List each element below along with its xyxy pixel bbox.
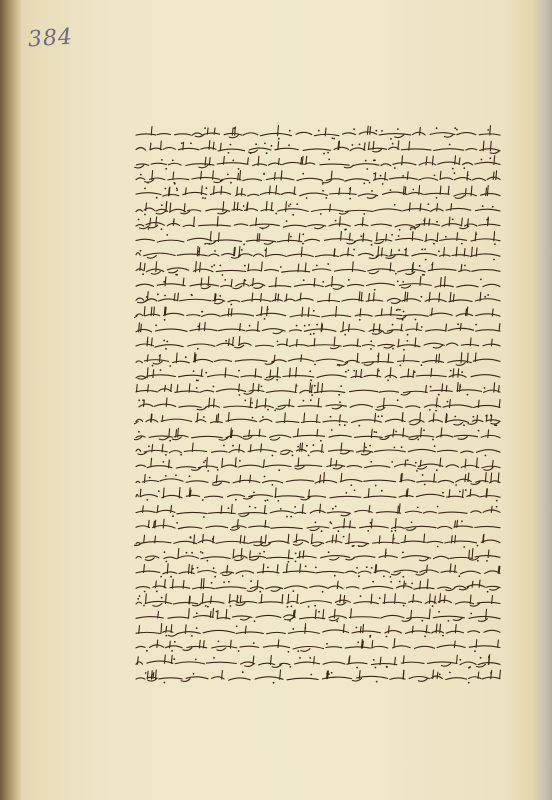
manuscript-line <box>134 396 502 412</box>
manuscript-line <box>134 517 502 533</box>
manuscript-line <box>134 184 502 200</box>
manuscript-line <box>134 637 502 653</box>
manuscript-line <box>134 260 502 276</box>
manuscript-line <box>134 320 502 336</box>
manuscript-text-block <box>134 124 502 684</box>
book-binding-edge <box>0 0 22 800</box>
manuscript-line <box>134 154 502 170</box>
manuscript-line <box>134 139 502 155</box>
manuscript-line <box>134 486 502 502</box>
manuscript-line <box>134 411 502 427</box>
manuscript-line <box>134 305 502 321</box>
manuscript-line <box>134 562 502 578</box>
manuscript-line <box>134 351 502 367</box>
manuscript-line <box>134 592 502 608</box>
manuscript-line <box>134 200 502 216</box>
manuscript-line <box>134 366 502 382</box>
manuscript-line <box>134 577 502 593</box>
folio-number: 384 <box>27 24 74 53</box>
manuscript-line <box>134 426 502 442</box>
manuscript-line <box>134 290 502 306</box>
manuscript-line <box>134 532 502 548</box>
manuscript-line <box>134 547 502 563</box>
manuscript-line <box>134 653 502 669</box>
manuscript-line <box>134 456 502 472</box>
manuscript-line <box>134 607 502 623</box>
manuscript-line <box>134 275 502 291</box>
manuscript-line <box>134 335 502 351</box>
manuscript-line <box>134 124 502 140</box>
manuscript-line <box>134 245 502 261</box>
manuscript-line <box>134 441 502 457</box>
manuscript-line <box>134 668 502 684</box>
manuscript-line <box>134 230 502 246</box>
manuscript-line <box>134 169 502 185</box>
manuscript-line <box>134 622 502 638</box>
manuscript-line <box>134 471 502 487</box>
manuscript-line <box>134 502 502 518</box>
manuscript-line <box>134 215 502 231</box>
manuscript-line <box>134 381 502 397</box>
page-edge-shadow <box>532 0 552 800</box>
